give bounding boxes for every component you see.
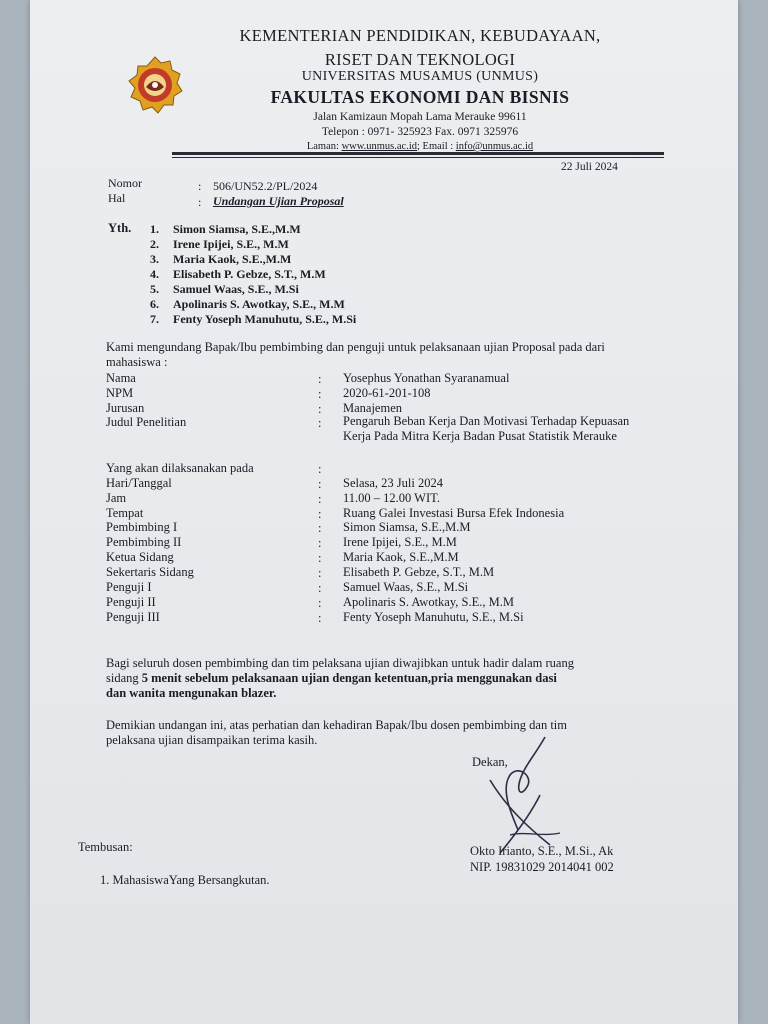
penguji1-label: Penguji I <box>106 580 152 594</box>
penguji1-sep: : <box>318 581 322 595</box>
jurusan-label: Jurusan <box>106 401 145 415</box>
intro-line1: Kami mengundang Bapak/Ibu pembimbing dan penguji untuk pelaksanaan ujian Proposal pada dari <box>106 340 605 354</box>
nama-sep: : <box>318 372 322 386</box>
hal-label: Hal <box>108 191 126 205</box>
pembimbing1-value: Simon Siamsa, S.E.,M.M <box>343 520 471 534</box>
notice-line3: dan wanita mengunakan blazer. <box>106 686 277 700</box>
jam-sep: : <box>318 492 322 506</box>
penguji2-value: Apolinaris S. Awotkay, S.E., M.M <box>343 595 514 609</box>
penguji2-label: Penguji II <box>106 595 156 609</box>
web-link[interactable]: www.unmus.ac.id <box>341 141 417 152</box>
header-phone: Telepon : 0971- 325923 Fax. 0971 325976 <box>321 126 519 138</box>
penguji1-value: Samuel Waas, S.E., M.Si <box>343 580 469 594</box>
intro-line2: mahasiswa : <box>106 355 168 369</box>
penguji3-sep: : <box>318 611 322 625</box>
npm-label: NPM <box>106 386 134 400</box>
email-label: ; Email : <box>417 141 456 152</box>
pembimbing2-sep: : <box>318 536 322 550</box>
judul-line2: Kerja Pada Mitra Kerja Badan Pusat Statistik Merauke <box>343 429 617 443</box>
header-rule-thin <box>172 157 664 158</box>
sekertaris-label: Sekertaris Sidang <box>106 565 194 579</box>
penguji2-sep: : <box>318 596 322 610</box>
tembusan-item-1: 1. MahasiswaYang Bersangkutan. <box>100 873 270 887</box>
hari-sep: : <box>318 477 322 491</box>
tembusan-label: Tembusan: <box>78 840 133 854</box>
sekertaris-value: Elisabeth P. Gebze, S.T., M.M <box>343 565 495 579</box>
penguji3-value: Fenty Yoseph Manuhutu, S.E., M.Si <box>343 610 524 624</box>
hari-label: Hari/Tanggal <box>106 476 172 490</box>
email-link[interactable]: info@unmus.ac.id <box>455 141 534 152</box>
notice-line2: sidang 5 menit sebelum pelaksanaan ujian dengan ketentuan,pria menggunakan dasi <box>106 671 557 685</box>
header-ministry-line1: KEMENTERIAN PENDIDIKAN, KEBUDAYAAN, <box>239 26 601 45</box>
yth-label: Yth. <box>108 221 132 235</box>
closing-line1: Demikian undangan ini, atas perhatian dan kehadiran Bapak/Ibu dosen pembimbing dan tim <box>106 718 567 732</box>
closing-line2: pelaksana ujian disampaikan terima kasih. <box>106 733 318 747</box>
signature-name: Okto Irianto, S.E., M.Si., Ak <box>470 844 614 858</box>
nomor-sep: : <box>198 179 202 193</box>
tempat-sep: : <box>318 507 322 521</box>
schedule-intro-label: Yang akan dilaksanakan pada <box>106 461 254 475</box>
jurusan-sep: : <box>318 402 322 416</box>
judul-sep: : <box>318 416 322 430</box>
judul-label: Judul Penelitian <box>106 415 187 429</box>
jurusan-value: Manajemen <box>343 401 403 415</box>
pembimbing1-label: Pembimbing I <box>106 520 178 534</box>
header-university: UNIVERSITAS MUSAMUS (UNMUS) <box>301 69 539 84</box>
nomor-value: 506/UN52.2/PL/2024 <box>213 179 318 193</box>
handwritten-signature-icon <box>470 735 580 855</box>
tempat-label: Tempat <box>106 506 144 520</box>
header-rule-thick <box>172 152 664 155</box>
nama-label: Nama <box>106 371 136 385</box>
npm-sep: : <box>318 387 322 401</box>
ketua-value: Maria Kaok, S.E.,M.M <box>343 550 459 564</box>
hal-sep: : <box>198 195 202 209</box>
ketua-label: Ketua Sidang <box>106 550 174 564</box>
ketua-sep: : <box>318 551 322 565</box>
hari-value: Selasa, 23 Juli 2024 <box>343 476 443 490</box>
header-ministry-line2: RISET DAN TEKNOLOGI <box>324 50 516 69</box>
jam-value: 11.00 – 12.00 WIT. <box>343 491 440 505</box>
header-web-email <box>160 141 680 152</box>
signature-title: Dekan, <box>472 755 508 769</box>
pembimbing2-label: Pembimbing II <box>106 535 182 549</box>
sekertaris-sep: : <box>318 566 322 580</box>
judul-line1: Pengaruh Beban Kerja Dan Motivasi Terhadap Kepuasan <box>343 414 630 428</box>
jam-label: Jam <box>106 491 127 505</box>
header-faculty: FAKULTAS EKONOMI DAN BISNIS <box>270 87 570 107</box>
nomor-label: Nomor <box>108 176 142 190</box>
tempat-value: Ruang Galei Investasi Bursa Efek Indonesia <box>343 506 565 520</box>
nama-value: Yosephus Yonathan Syaranamual <box>343 371 510 385</box>
letter-date: 22 Juli 2024 <box>561 161 618 173</box>
notice-line1: Bagi seluruh dosen pembimbing dan tim pelaksana ujian diwajibkan untuk hadir dalam ruang <box>106 656 574 670</box>
header-address: Jalan Kamizaun Mopah Lama Merauke 99611 <box>313 111 527 123</box>
signature-nip: NIP. 19831029 2014041 002 <box>470 860 614 874</box>
web-label: Laman: <box>306 141 342 152</box>
penguji3-label: Penguji III <box>106 610 160 624</box>
npm-value: 2020-61-201-108 <box>343 386 431 400</box>
hal-value: Undangan Ujian Proposal <box>213 194 344 208</box>
pembimbing1-sep: : <box>318 521 322 535</box>
pembimbing2-value: Irene Ipijei, S.E., M.M <box>343 535 457 549</box>
schedule-intro-sep: : <box>318 462 322 476</box>
